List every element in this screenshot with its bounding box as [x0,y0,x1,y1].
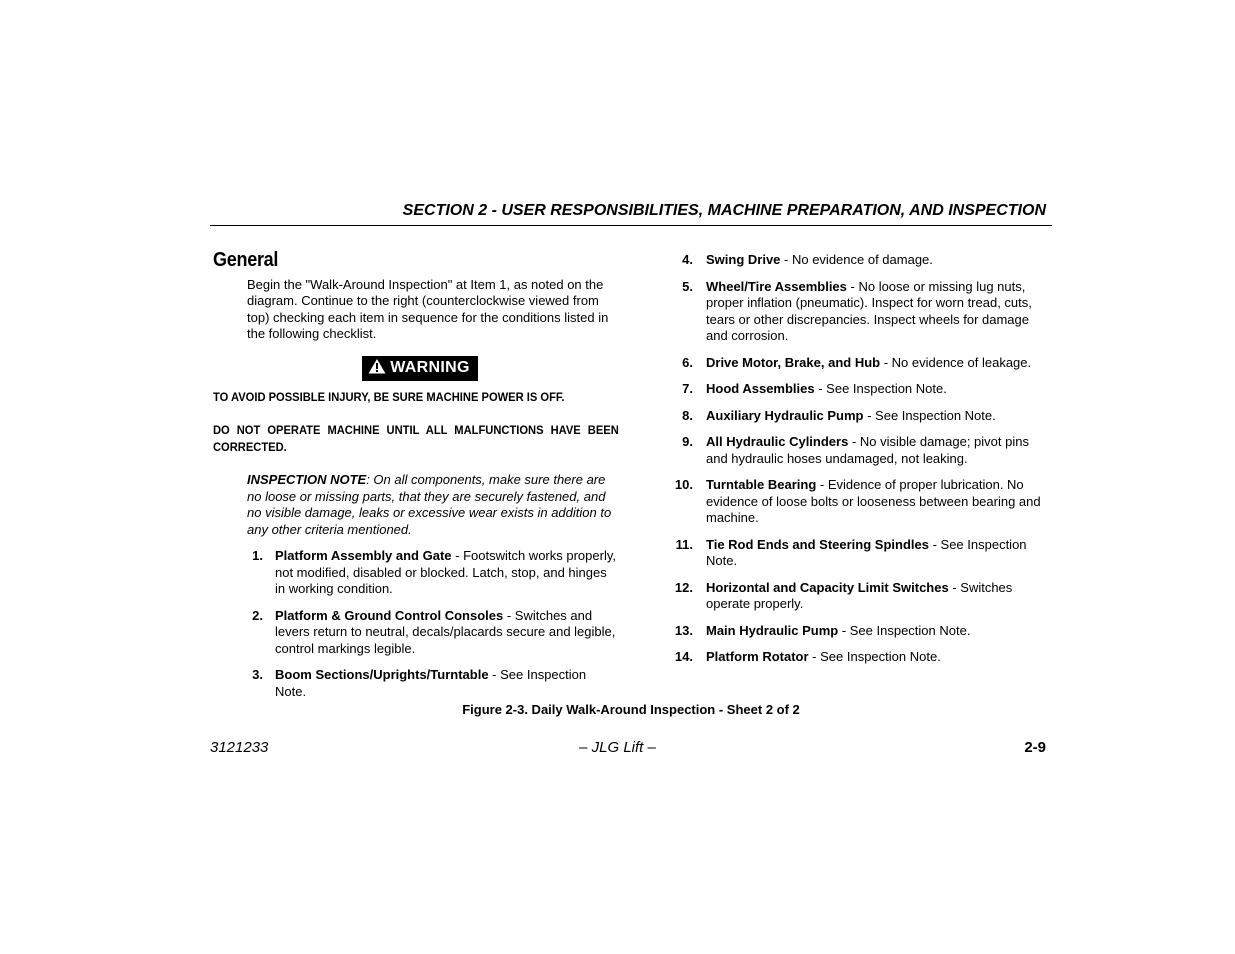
list-item: 9. All Hydraulic Cylinders - No visible damage; pivot pins and hydraulic hoses undamaged, not leaking. [682,434,1029,466]
figure-caption: Figure 2-3. Daily Walk-Around Inspection - Sheet 2 of 2 [462,702,800,717]
warning-text-2: DO NOT OPERATE MACHINE UNTIL ALL MALFUNCTIONS HAVE BEEN CORRECTED. [213,423,619,454]
list-item: 6. Drive Motor, Brake, and Hub - No evidence of leakage. [682,354,1032,370]
list-item: 10. Turntable Bearing - Evidence of proper lubrication. No evidence of loose bolts or looseness between bearing and machine. [674,477,1041,525]
doc-number: 3121233 [210,739,269,756]
left-column [213,249,619,710]
inspection-note-label: INSPECTION NOTE [247,472,367,487]
warning-label: WARNING [390,358,470,376]
general-intro: Begin the "Walk-Around Inspection" at Item 1, as noted on the diagram. Continue to the right (counterclockwise viewed from top) checking each item in sequence for the conditions listed in the following checklist. [247,276,609,341]
right-column [671,252,1051,676]
checklist-right [671,252,1051,666]
checklist-left [213,548,617,700]
footer-brand: – JLG Lift – [579,739,656,756]
warning-banner [213,356,617,381]
list-item: 8. Auxiliary Hydraulic Pump - See Inspection Note. [682,407,996,423]
general-heading: General [213,249,279,271]
section-title: SECTION 2 - USER RESPONSIBILITIES, MACHINE PREPARATION, AND INSPECTION [402,202,1046,219]
inspection-note-text: : On all components, make sure there are no loose or missing parts, that they are securely fastened, and no visible damage, leaks or excessive wear exists in addition to any other criteria mentioned. [247,472,612,537]
list-item: 3. Boom Sections/Uprights/Turntable - See Inspection Note. [252,667,587,699]
warning-triangle-icon [368,358,386,380]
list-item: 14. Platform Rotator - See Inspection Note. [674,649,941,664]
list-item: 11. Tie Rod Ends and Steering Spindles - See Inspection Note. [675,536,1027,568]
list-item: 2. Platform & Ground Control Consoles - Switches and levers return to neutral, decals/placards secure and legible, control markings legible. [252,607,616,656]
list-item: 7. Hood Assemblies - See Inspection Note. [682,381,947,396]
list-item: 4. Swing Drive - No evidence of damage. [682,252,933,267]
warning-text-1: TO AVOID POSSIBLE INJURY, BE SURE MACHINE POWER IS OFF. [213,389,565,404]
list-item: 1. Platform Assembly and Gate - Footswitch works properly, not modified, disabled or blocked. Latch, stop, and hinges in working condition. [252,548,616,596]
section-header [210,201,1052,226]
inspection-note [247,472,617,538]
warning-label-box [362,356,477,381]
list-item: 13. Main Hydraulic Pump - See Inspection Note. [674,622,971,638]
page-number: 2-9 [1024,739,1046,756]
list-item: 5. Wheel/Tire Assemblies - No loose or missing lug nuts, proper inflation (pneumatic). Inspect for worn tread, cuts, tears or other discrepancies. Inspect wheels for damage and corrosion. [682,278,1032,343]
list-item: 12. Horizontal and Capacity Limit Switches - Switches operate properly. [674,579,1013,611]
